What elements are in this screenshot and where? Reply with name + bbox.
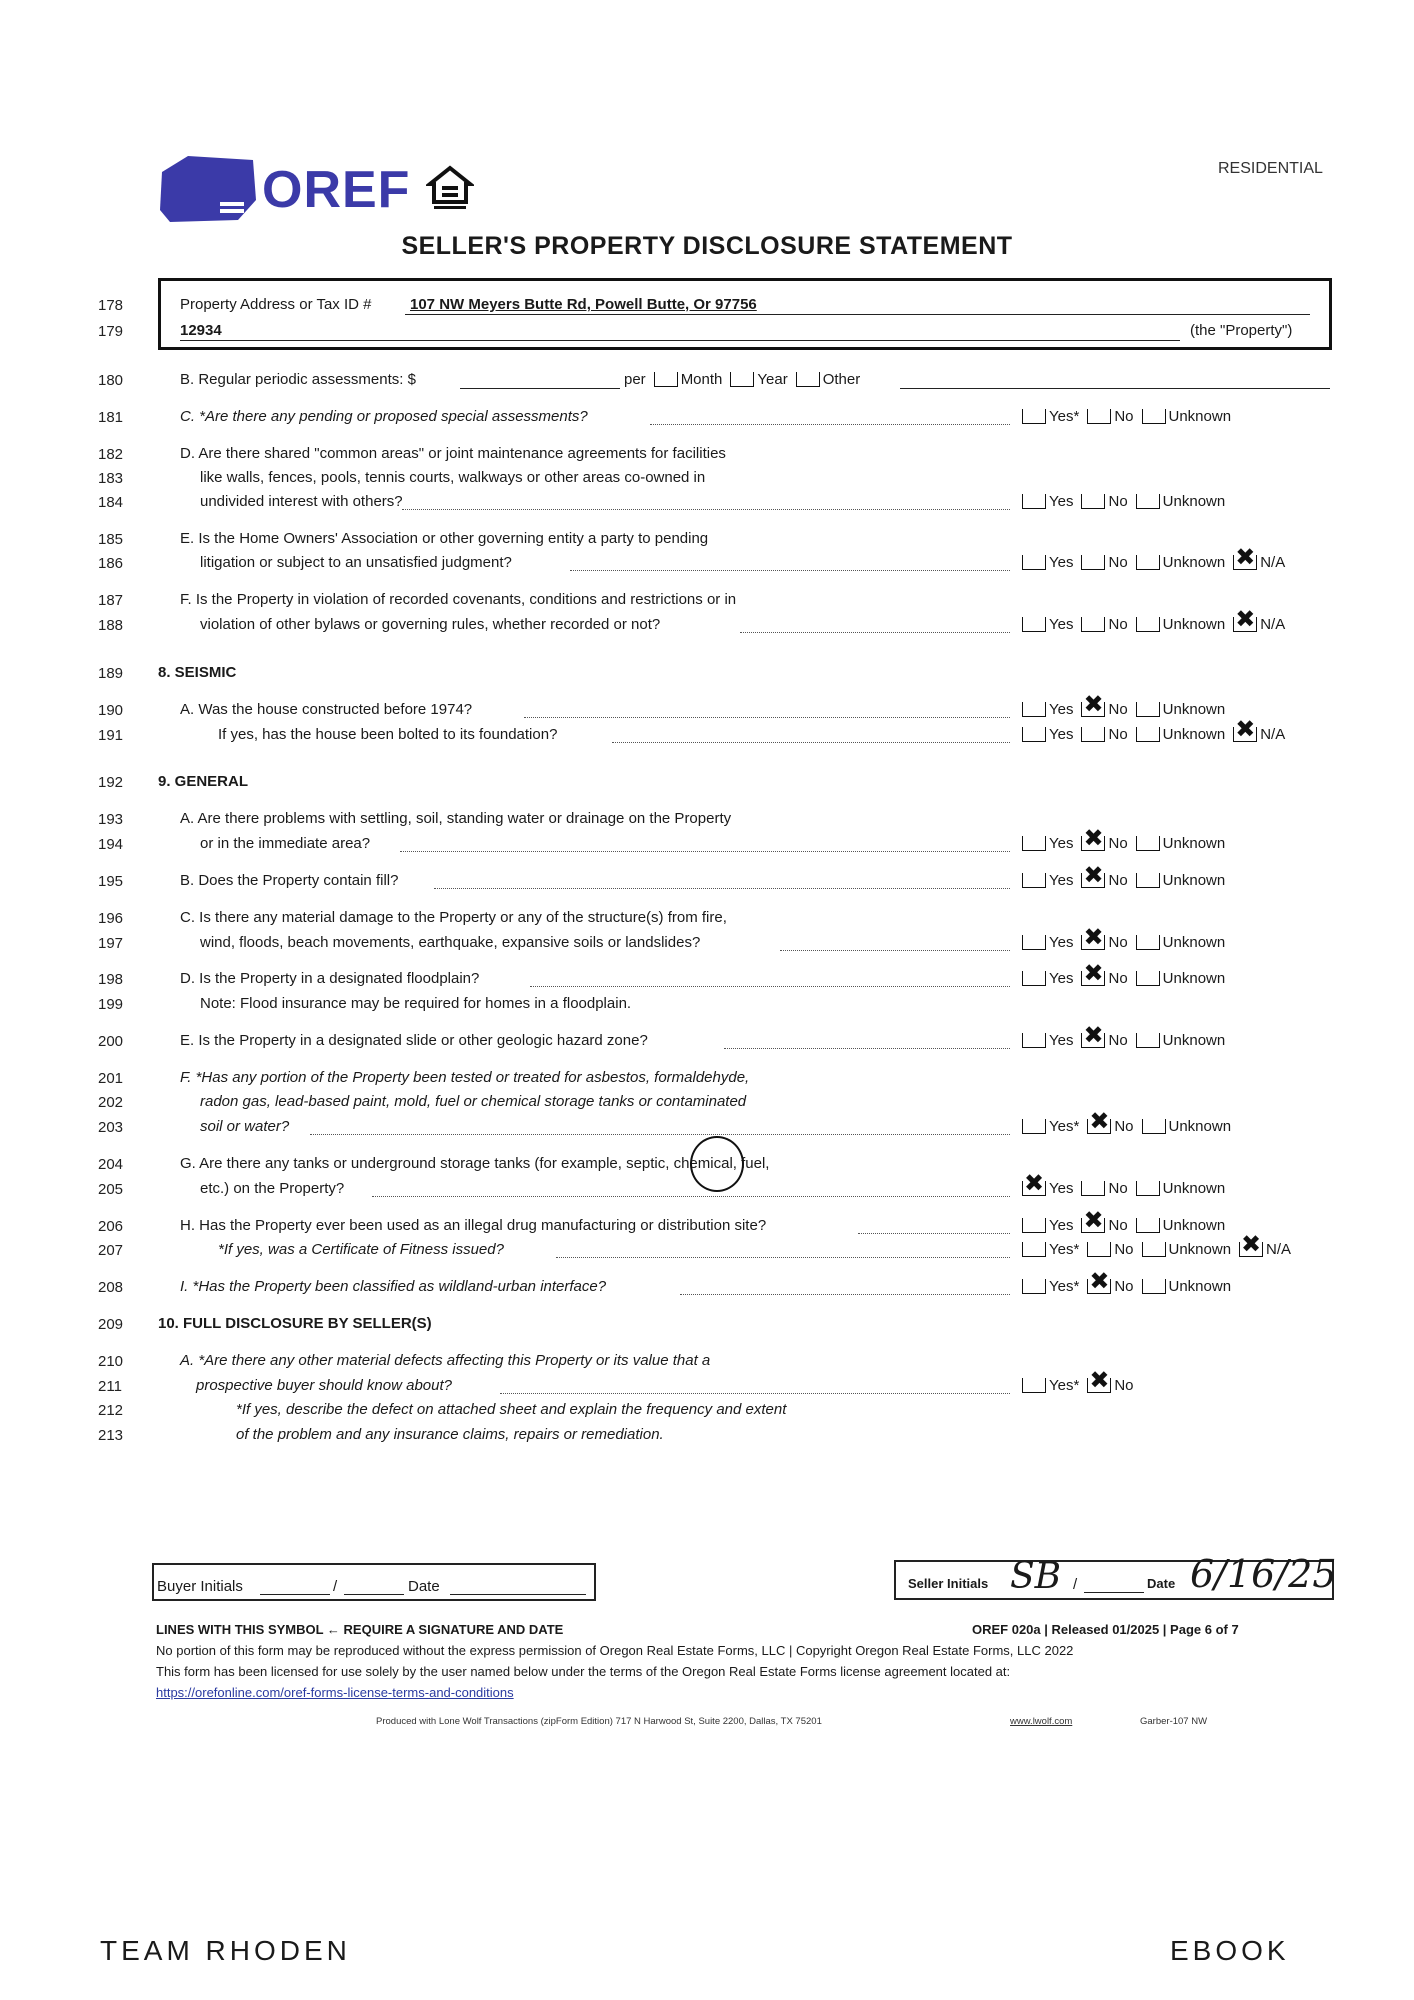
other-field[interactable] xyxy=(900,388,1330,389)
na-checkbox-checked[interactable] xyxy=(1233,727,1257,742)
d-question-line2: like walls, fences, pools, tennis courts, walkways or other areas co-owned in xyxy=(200,469,706,486)
f-question-line2: violation of other bylaws or governing rules, whether recorded or not? xyxy=(200,616,661,633)
unknown-checkbox[interactable] xyxy=(1136,971,1160,986)
yes-checkbox[interactable] xyxy=(1022,555,1046,570)
general-i-answers xyxy=(1022,1278,1239,1295)
signature-symbol-note: LINES WITH THIS SYMBOL ← REQUIRE A SIGNATURE AND DATE xyxy=(156,1622,564,1637)
yes-label: Yes xyxy=(1049,701,1074,718)
no-label: No xyxy=(1108,616,1128,633)
unknown-label: Unknown xyxy=(1162,934,1226,951)
buyer-initials-line-2 xyxy=(344,1594,404,1595)
line-number: 202 xyxy=(98,1094,124,1111)
yes-checkbox[interactable] xyxy=(1022,1218,1046,1233)
yes-checkbox[interactable] xyxy=(1022,1279,1046,1294)
disclosure-a-line1: A. *Are there any other material defects affecting this Property or its value that a xyxy=(180,1352,711,1369)
line-number: 208 xyxy=(98,1279,124,1296)
general-e-answers xyxy=(1022,1032,1233,1049)
leader-dots xyxy=(556,1257,1010,1258)
na-label: N/A xyxy=(1266,1241,1292,1258)
buyer-initials-label: Buyer Initials xyxy=(157,1578,243,1595)
logo-text: OREF xyxy=(262,161,411,219)
document-name: Garber-107 NW xyxy=(1140,1716,1208,1727)
yes-checkbox[interactable] xyxy=(1022,971,1046,986)
address-label: Property Address or Tax ID # xyxy=(180,296,372,313)
unknown-checkbox[interactable] xyxy=(1136,1181,1160,1196)
yes-checkbox[interactable] xyxy=(1022,409,1046,424)
general-c-line1: C. Is there any material damage to the Property or any of the structure(s) from fire, xyxy=(180,909,727,926)
no-label: No xyxy=(1108,934,1128,951)
no-label: No xyxy=(1108,835,1128,852)
general-f-line3: soil or water? xyxy=(200,1118,290,1135)
yes-label: Yes xyxy=(1049,1217,1074,1234)
leader-dots xyxy=(650,424,1010,425)
line-number: 179 xyxy=(98,323,124,340)
general-g-line1: G. Are there any tanks or underground storage tanks (for example, septic, chemical, fuel, xyxy=(180,1155,770,1172)
yes-checkbox[interactable] xyxy=(1022,1378,1046,1393)
disclosure-note-line2: of the problem and any insurance claims, repairs or remediation. xyxy=(236,1426,664,1443)
line-number: 183 xyxy=(98,470,124,487)
property-suffix: (the "Property") xyxy=(1190,322,1293,339)
no-label: No xyxy=(1108,1180,1128,1197)
seller-slash: / xyxy=(1073,1576,1078,1593)
yes-label: Yes xyxy=(1049,970,1074,987)
d-answers xyxy=(1022,493,1233,510)
general-h-sub-question: *If yes, was a Certificate of Fitness issued? xyxy=(218,1241,504,1258)
general-g-line2: etc.) on the Property? xyxy=(200,1180,345,1197)
no-checkbox[interactable] xyxy=(1081,555,1105,570)
buyer-date-line xyxy=(450,1594,586,1595)
unknown-checkbox[interactable] xyxy=(1136,727,1160,742)
na-checkbox-checked[interactable] xyxy=(1233,555,1257,570)
line-number: 185 xyxy=(98,531,124,548)
unknown-checkbox[interactable] xyxy=(1136,555,1160,570)
seller-date-handwritten: 6/16/25 xyxy=(1190,1552,1337,1596)
yes-checkbox[interactable] xyxy=(1022,836,1046,851)
per-label: per xyxy=(624,371,646,388)
no-checkbox[interactable] xyxy=(1081,494,1105,509)
unknown-checkbox[interactable] xyxy=(1136,702,1160,717)
unknown-label: Unknown xyxy=(1162,835,1226,852)
year-label: Year xyxy=(757,371,788,388)
unknown-checkbox[interactable] xyxy=(1142,1279,1166,1294)
unknown-checkbox[interactable] xyxy=(1136,873,1160,888)
line-number: 180 xyxy=(98,372,124,389)
f-answers xyxy=(1022,616,1293,633)
line-number: 194 xyxy=(98,836,124,853)
general-d-note: Note: Flood insurance may be required for homes in a floodplain. xyxy=(200,995,632,1012)
unknown-label: Unknown xyxy=(1168,1278,1232,1295)
equal-housing-icon xyxy=(426,164,474,212)
unknown-label: Unknown xyxy=(1162,1180,1226,1197)
unknown-checkbox[interactable] xyxy=(1136,1218,1160,1233)
d-question-line3: undivided interest with others? xyxy=(200,493,403,510)
no-label: No xyxy=(1108,1217,1128,1234)
month-label: Month xyxy=(680,371,723,388)
no-label: No xyxy=(1108,872,1128,889)
yes-label: Yes xyxy=(1049,934,1074,951)
leader-dots xyxy=(372,1196,1010,1197)
yes-checkbox[interactable] xyxy=(1022,1119,1046,1134)
no-checkbox-checked[interactable] xyxy=(1081,935,1105,950)
disclosure-note-line1: *If yes, describe the defect on attached sheet and explain the frequency and extent xyxy=(236,1401,787,1418)
section-seismic-heading: 8. SEISMIC xyxy=(158,664,237,681)
brand-right: EBOOK xyxy=(1170,1935,1290,1966)
leader-dots xyxy=(400,851,1010,852)
seismic-a-sub-answers xyxy=(1022,726,1293,743)
no-label: No xyxy=(1108,701,1128,718)
seller-initials-line xyxy=(1084,1592,1144,1593)
line-number: 203 xyxy=(98,1119,124,1136)
b-assessments-label: B. Regular periodic assessments: $ xyxy=(180,371,416,388)
seismic-a-answers xyxy=(1022,701,1233,718)
no-checkbox-checked[interactable] xyxy=(1081,873,1105,888)
disclosure-a-answers xyxy=(1022,1377,1142,1394)
line-number: 197 xyxy=(98,935,124,952)
disclosure-a-line2: prospective buyer should know about? xyxy=(196,1377,452,1394)
no-label: No xyxy=(1114,1278,1134,1295)
line-number: 212 xyxy=(98,1402,124,1419)
no-checkbox-checked[interactable] xyxy=(1081,836,1105,851)
leader-dots xyxy=(724,1048,1010,1049)
leader-dots xyxy=(780,950,1010,951)
no-checkbox-checked[interactable] xyxy=(1081,1033,1105,1048)
na-label: N/A xyxy=(1260,554,1286,571)
month-checkbox[interactable] xyxy=(654,372,678,387)
general-a-answers xyxy=(1022,835,1233,852)
general-b-answers xyxy=(1022,872,1233,889)
no-label: No xyxy=(1108,726,1128,743)
no-label: No xyxy=(1108,970,1128,987)
line-number: 195 xyxy=(98,873,124,890)
buyer-initials-line xyxy=(260,1594,330,1595)
general-h-answers xyxy=(1022,1217,1233,1234)
no-checkbox-checked[interactable] xyxy=(1081,702,1105,717)
line-number: 184 xyxy=(98,494,124,511)
general-i-question: I. *Has the Property been classified as wildland-urban interface? xyxy=(180,1278,607,1295)
na-checkbox-checked[interactable] xyxy=(1239,1242,1263,1257)
na-checkbox-checked[interactable] xyxy=(1233,617,1257,632)
unknown-checkbox[interactable] xyxy=(1136,935,1160,950)
seismic-a-question: A. Was the house constructed before 1974? xyxy=(180,701,473,718)
unknown-label: Unknown xyxy=(1162,872,1226,889)
line-number: 199 xyxy=(98,996,124,1013)
leader-dots xyxy=(310,1134,1010,1135)
general-d-answers xyxy=(1022,970,1233,987)
other-checkbox[interactable] xyxy=(796,372,820,387)
legal-line-1: No portion of this form may be reproduced without the express permission of Oregon Real Estate Forms, LLC | Copyright Oregon Real Estate Forms, LLC 2022 xyxy=(156,1643,1074,1658)
unknown-label: Unknown xyxy=(1162,701,1226,718)
general-c-answers xyxy=(1022,934,1233,951)
license-link[interactable]: https://orefonline.com/oref-forms-license-terms-and-conditions xyxy=(156,1685,514,1700)
line-number: 204 xyxy=(98,1156,124,1173)
unknown-label: Unknown xyxy=(1162,970,1226,987)
yes-label: Yes xyxy=(1049,1032,1074,1049)
address-line xyxy=(405,314,1310,315)
general-f-line2: radon gas, lead-based paint, mold, fuel or chemical storage tanks or contaminated xyxy=(200,1093,747,1110)
yes-label: Yes* xyxy=(1049,1118,1080,1135)
form-id: OREF 020a | Released 01/2025 | Page 6 of 7 xyxy=(972,1622,1239,1637)
c-question: C. *Are there any pending or proposed special assessments? xyxy=(180,408,588,425)
no-label: No xyxy=(1114,408,1134,425)
yes-checkbox[interactable] xyxy=(1022,702,1046,717)
na-label: N/A xyxy=(1260,726,1286,743)
yes-checkbox[interactable] xyxy=(1022,1033,1046,1048)
no-label: No xyxy=(1114,1377,1134,1394)
unknown-label: Unknown xyxy=(1162,554,1226,571)
line-number: 205 xyxy=(98,1181,124,1198)
assessment-period-options xyxy=(624,371,868,388)
no-checkbox[interactable] xyxy=(1081,1181,1105,1196)
no-checkbox-checked[interactable] xyxy=(1087,1378,1111,1393)
address-line2-rule xyxy=(180,340,1180,341)
unknown-label: Unknown xyxy=(1168,1118,1232,1135)
section-general-heading: 9. GENERAL xyxy=(158,773,249,790)
general-f-line1: F. *Has any portion of the Property been tested or treated for asbestos, formaldehyde, xyxy=(180,1069,750,1086)
e-question-line1: E. Is the Home Owners' Association or other governing entity a party to pending xyxy=(180,530,709,547)
no-checkbox[interactable] xyxy=(1087,1242,1111,1257)
c-answers xyxy=(1022,408,1239,425)
no-checkbox[interactable] xyxy=(1087,409,1111,424)
line-number: 207 xyxy=(98,1242,124,1259)
other-label: Other xyxy=(822,371,861,388)
no-checkbox-checked[interactable] xyxy=(1081,971,1105,986)
d-question-line1: D. Are there shared "common areas" or joint maintenance agreements for facilities xyxy=(180,445,726,462)
unknown-label: Unknown xyxy=(1162,493,1226,510)
address-value[interactable]: 107 NW Meyers Butte Rd, Powell Butte, Or 97756 xyxy=(410,296,757,313)
lwolf-link[interactable]: www.lwolf.com xyxy=(1010,1716,1073,1727)
line-number: 189 xyxy=(98,665,124,682)
line-number: 206 xyxy=(98,1218,124,1235)
line-number: 181 xyxy=(98,409,124,426)
line-number: 210 xyxy=(98,1353,124,1370)
unknown-label: Unknown xyxy=(1168,408,1232,425)
general-h-sub-answers xyxy=(1022,1241,1299,1258)
yes-checkbox-checked[interactable] xyxy=(1022,1181,1046,1196)
unknown-label: Unknown xyxy=(1162,726,1226,743)
unknown-checkbox[interactable] xyxy=(1136,617,1160,632)
yes-label: Yes xyxy=(1049,616,1074,633)
line-number: 190 xyxy=(98,702,124,719)
line-number: 200 xyxy=(98,1033,124,1050)
yes-label: Yes* xyxy=(1049,408,1080,425)
seller-initials-signature: SB xyxy=(1010,1556,1062,1597)
yes-checkbox[interactable] xyxy=(1022,494,1046,509)
yes-checkbox[interactable] xyxy=(1022,935,1046,950)
line-number: 186 xyxy=(98,555,124,572)
general-c-line2: wind, floods, beach movements, earthquake, expansive soils or landslides? xyxy=(200,934,701,951)
f-question-line1: F. Is the Property in violation of recorded covenants, conditions and restrictions or in xyxy=(180,591,737,608)
line-number: 192 xyxy=(98,774,124,791)
general-e-question: E. Is the Property in a designated slide or other geologic hazard zone? xyxy=(180,1032,648,1049)
yes-label: Yes* xyxy=(1049,1278,1080,1295)
no-label: No xyxy=(1108,493,1128,510)
line-number: 188 xyxy=(98,617,124,634)
septic-circle-annotation xyxy=(690,1136,744,1192)
leader-dots xyxy=(740,632,1010,633)
general-b-question: B. Does the Property contain fill? xyxy=(180,872,399,889)
assessment-amount-field[interactable] xyxy=(460,388,620,389)
unknown-label: Unknown xyxy=(1168,1241,1232,1258)
seller-initials-label: Seller Initials xyxy=(908,1576,989,1591)
no-label: No xyxy=(1108,1032,1128,1049)
legal-line-2: This form has been licensed for use solely by the user named below under the terms of the Oregon Real Estate Forms license agreement located at: xyxy=(156,1664,1011,1679)
buyer-date-label: Date xyxy=(408,1578,440,1595)
yes-checkbox[interactable] xyxy=(1022,617,1046,632)
line-number: 178 xyxy=(98,297,124,314)
seismic-a-sub-question: If yes, has the house been bolted to its foundation? xyxy=(218,726,558,743)
unknown-label: Unknown xyxy=(1162,616,1226,633)
line-number: 211 xyxy=(98,1378,122,1395)
leader-dots xyxy=(680,1294,1010,1295)
yes-checkbox[interactable] xyxy=(1022,727,1046,742)
yes-label: Yes xyxy=(1049,493,1074,510)
no-label: No xyxy=(1108,554,1128,571)
section-full-disclosure-heading: 10. FULL DISCLOSURE BY SELLER(S) xyxy=(158,1315,432,1332)
line-number: 201 xyxy=(98,1070,124,1087)
leader-dots xyxy=(524,717,1010,718)
brand-left: TEAM RHODEN xyxy=(100,1935,351,1966)
yes-label: Yes xyxy=(1049,554,1074,571)
yes-label: Yes* xyxy=(1049,1377,1080,1394)
yes-label: Yes* xyxy=(1049,1241,1080,1258)
no-label: No xyxy=(1114,1241,1134,1258)
leader-dots xyxy=(434,888,1010,889)
produced-by: Produced with Lone Wolf Transactions (zipForm Edition) 717 N Harwood St, Suite 2200, Dallas, TX 75201 xyxy=(376,1716,822,1727)
general-d-line1: D. Is the Property in a designated floodplain? xyxy=(180,970,480,987)
yes-checkbox[interactable] xyxy=(1022,1242,1046,1257)
yes-label: Yes xyxy=(1049,872,1074,889)
line-number: 182 xyxy=(98,446,124,463)
general-h-question: H. Has the Property ever been used as an illegal drug manufacturing or distribution site? xyxy=(180,1217,767,1234)
unknown-checkbox[interactable] xyxy=(1142,1242,1166,1257)
unknown-checkbox[interactable] xyxy=(1136,836,1160,851)
yes-checkbox[interactable] xyxy=(1022,873,1046,888)
na-label: N/A xyxy=(1260,616,1286,633)
leader-dots xyxy=(570,570,1010,571)
leader-dots xyxy=(612,742,1010,743)
residential-label: RESIDENTIAL xyxy=(1218,160,1323,177)
page-title: SELLER'S PROPERTY DISCLOSURE STATEMENT xyxy=(401,232,1013,260)
unknown-checkbox[interactable] xyxy=(1136,1033,1160,1048)
leader-dots xyxy=(858,1233,1010,1234)
line-number: 191 xyxy=(98,727,124,744)
no-checkbox-checked[interactable] xyxy=(1081,1218,1105,1233)
no-checkbox[interactable] xyxy=(1081,617,1105,632)
address-line2[interactable]: 12934 xyxy=(180,322,222,339)
line-number: 213 xyxy=(98,1427,124,1444)
no-label: No xyxy=(1114,1118,1134,1135)
seller-date-label: Date xyxy=(1147,1576,1176,1591)
general-g-answers xyxy=(1022,1180,1233,1197)
unknown-label: Unknown xyxy=(1162,1032,1226,1049)
line-number: 198 xyxy=(98,971,124,988)
unknown-checkbox[interactable] xyxy=(1142,1119,1166,1134)
no-checkbox[interactable] xyxy=(1081,727,1105,742)
yes-label: Yes xyxy=(1049,1180,1074,1197)
no-checkbox-checked[interactable] xyxy=(1087,1279,1111,1294)
yes-label: Yes xyxy=(1049,835,1074,852)
line-number: 209 xyxy=(98,1316,124,1333)
general-a-line1: A. Are there problems with settling, soil, standing water or drainage on the Property xyxy=(180,810,732,827)
unknown-checkbox[interactable] xyxy=(1142,409,1166,424)
general-f-answers xyxy=(1022,1118,1239,1135)
general-a-line2: or in the immediate area? xyxy=(200,835,371,852)
yes-label: Yes xyxy=(1049,726,1074,743)
year-checkbox[interactable] xyxy=(730,372,754,387)
buyer-slash: / xyxy=(333,1578,338,1595)
no-checkbox-checked[interactable] xyxy=(1087,1119,1111,1134)
leader-dots xyxy=(530,986,1010,987)
e-question-line2: litigation or subject to an unsatisfied judgment? xyxy=(200,554,512,571)
leader-dots xyxy=(402,509,1010,510)
line-number: 196 xyxy=(98,910,124,927)
line-number: 193 xyxy=(98,811,124,828)
unknown-checkbox[interactable] xyxy=(1136,494,1160,509)
leader-dots xyxy=(500,1393,1010,1394)
line-number: 187 xyxy=(98,592,124,609)
e-answers xyxy=(1022,554,1293,571)
unknown-label: Unknown xyxy=(1162,1217,1226,1234)
